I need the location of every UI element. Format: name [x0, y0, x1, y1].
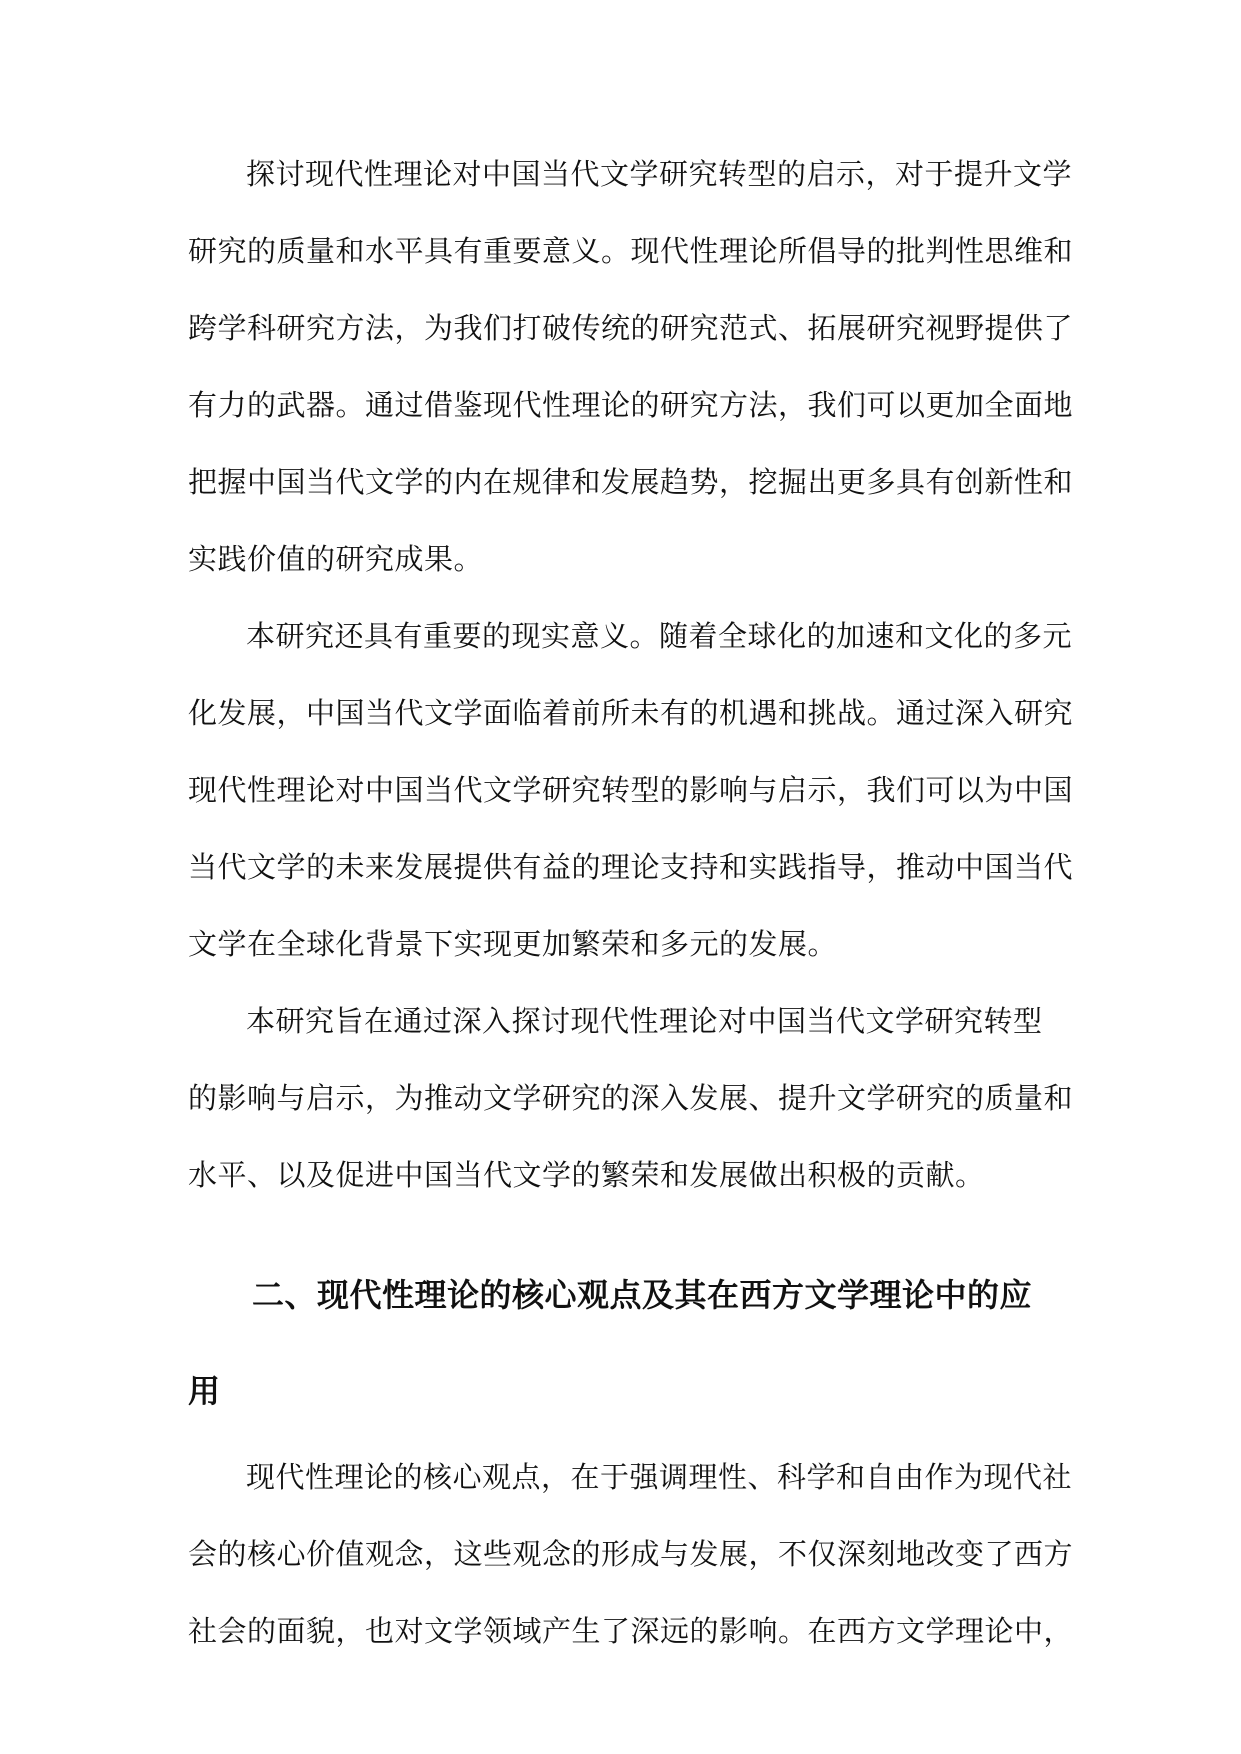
paragraph-3	[188, 983, 1074, 1214]
paragraph-2	[188, 598, 1074, 983]
document-body	[188, 136, 1074, 1670]
paragraph-line: 有力的武器。通过借鉴现代性理论的研究方法，我们可以更加全面地	[188, 388, 1074, 422]
paragraph-line: 水平、以及促进中国当代文学的繁荣和发展做出积极的贡献。	[188, 1158, 985, 1192]
paragraph-line: 会的核心价值观念，这些观念的形成与发展，不仅深刻地改变了西方	[188, 1537, 1074, 1571]
paragraph-line: 现代性理论对中国当代文学研究转型的影响与启示，我们可以为中国	[188, 773, 1074, 807]
paragraph-line: 社会的面貌，也对文学领域产生了深远的影响。在西方文学理论中，	[188, 1614, 1074, 1648]
paragraph-line: 研究的质量和水平具有重要意义。现代性理论所倡导的批判性思维和	[188, 234, 1074, 268]
paragraph-line: 跨学科研究方法，为我们打破传统的研究范式、拓展研究视野提供了	[188, 311, 1074, 345]
heading-line: 用	[188, 1372, 221, 1410]
paragraph-line: 化发展，中国当代文学面临着前所未有的机遇和挑战。通过深入研究	[188, 696, 1074, 730]
paragraph-4	[188, 1439, 1074, 1670]
paragraph-line: 当代文学的未来发展提供有益的理论支持和实践指导，推动中国当代	[188, 850, 1074, 884]
paragraph-line: 的影响与启示，为推动文学研究的深入发展、提升文学研究的质量和	[188, 1081, 1074, 1115]
paragraph-line: 文学在全球化背景下实现更加繁荣和多元的发展。	[188, 927, 838, 961]
paragraph-1	[188, 136, 1074, 598]
section-heading	[188, 1247, 1062, 1439]
paragraph-line: 本研究还具有重要的现实意义。随着全球化的加速和文化的多元	[246, 619, 1073, 653]
paragraph-line: 现代性理论的核心观点，在于强调理性、科学和自由作为现代社	[246, 1460, 1073, 1494]
paragraph-line: 实践价值的研究成果。	[188, 542, 484, 576]
paragraph-line: 把握中国当代文学的内在规律和发展趋势，挖掘出更多具有创新性和	[188, 465, 1074, 499]
paragraph-line: 探讨现代性理论对中国当代文学研究转型的启示，对于提升文学	[246, 157, 1073, 191]
heading-line: 二、现代性理论的核心观点及其在西方文学理论中的应	[252, 1276, 1033, 1314]
paragraph-line: 本研究旨在通过深入探讨现代性理论对中国当代文学研究转型	[246, 1004, 1043, 1038]
